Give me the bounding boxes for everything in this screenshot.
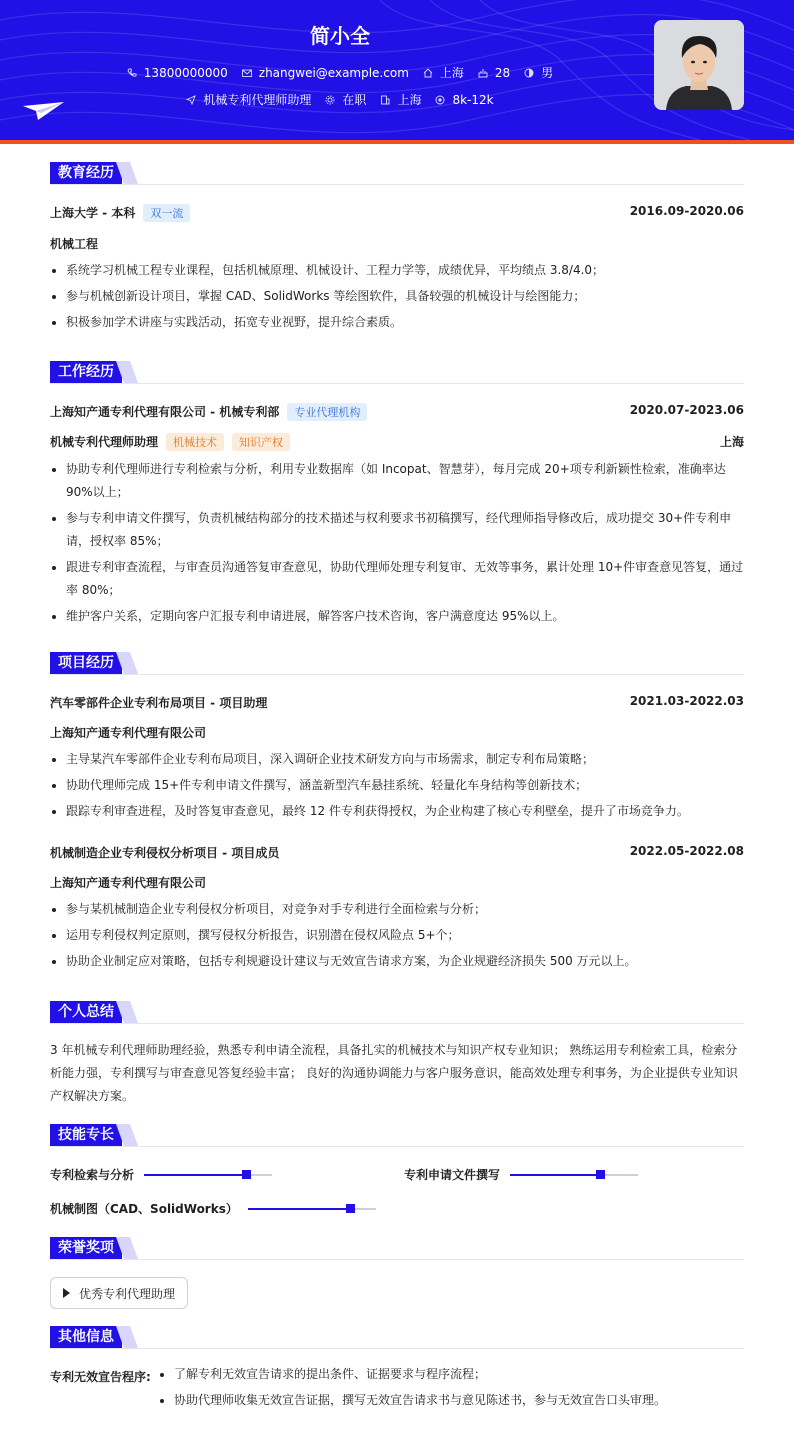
project-org: 上海知产通专利代理有限公司 [50, 876, 207, 890]
paper-plane-icon [22, 98, 66, 122]
candidate-name: 简小全 [310, 24, 370, 48]
work-city-info [380, 91, 421, 108]
work-location: 上海 [719, 435, 744, 449]
list-item: 运用专利侵权判定原则，撰写侵权分析报告，识别潜在侵权风险点 5+个； [50, 924, 744, 947]
skill-name: 专利申请文件撰写 [404, 1168, 501, 1182]
list-item: 协助企业制定应对策略，包括专利规避设计建议与无效宣告请求方案，为企业规避经济损失 500 万元以上。 [50, 950, 744, 973]
job-target-info [186, 91, 311, 108]
section-header [50, 162, 744, 185]
project-bullets [50, 898, 744, 976]
project-title: 机械制造企业专利侵权分析项目 - 项目成员 [50, 846, 280, 860]
summary-text: 3 年机械专利代理师助理经验，熟悉专利申请全流程，具备扎实的机械技术与知识产权专业知识； 熟练运用专利检索工具，检索分析能力强，专利撰写与审查意见答复经验丰富； 良好的沟通协调能力与客户服务意识，能高效处理专利事务，为企业提供专业知识产权解决方案。 [50, 1043, 738, 1103]
salary-info [435, 93, 493, 107]
phone-number: 13800000000 [143, 65, 228, 80]
project-org: 上海知产通专利代理有限公司 [50, 726, 207, 740]
skill-item [404, 1166, 638, 1183]
list-item: 参与某机械制造企业专利侵权分析项目，对竞争对手专利进行全面检索与分析； [50, 898, 744, 921]
work-bullets [50, 458, 744, 631]
skill-item [50, 1200, 376, 1217]
phone-info [127, 66, 228, 80]
job-target-text: 机械专利代理师助理 [203, 93, 312, 107]
job-intent-row [0, 91, 680, 108]
skill-level-fill [144, 1174, 246, 1176]
avatar [654, 20, 744, 110]
age-text: 28 [494, 65, 511, 80]
gear-icon [325, 95, 335, 105]
education-section [50, 162, 744, 329]
skill-item [50, 1166, 272, 1183]
skill-level-knob [346, 1204, 355, 1213]
school-badge: 双一流 [143, 204, 190, 222]
section-header [50, 652, 744, 675]
work-city-text: 上海 [397, 93, 422, 107]
other-section [50, 1326, 744, 1407]
company-name: 上海知产通专利代理有限公司 - 机械专利部 [50, 405, 280, 419]
section-title: 个人总结 [50, 1001, 122, 1023]
header-bottom-stripe [0, 140, 794, 144]
section-header [50, 1124, 744, 1147]
list-item: 维护客户关系，定期向客户汇报专利申请进展，解答客户技术咨询，客户满意度达 95%以上。 [50, 605, 744, 628]
list-item: 参与专利申请文件撰写，负责机械结构部分的技术描述与权利要求书初稿撰写，经代理师指导修改后，成功提交 30+件专利申请，授权率 85%； [50, 507, 744, 553]
section-header [50, 361, 744, 384]
status-text: 在职 [342, 93, 367, 107]
project-title-row [50, 844, 744, 861]
email-address: zhangwei@example.com [258, 65, 409, 80]
list-item: 了解专利无效宣告请求的提出条件、证据要求与程序流程； [158, 1363, 744, 1386]
project-bullets [50, 748, 744, 826]
award-item [50, 1277, 188, 1309]
major: 机械工程 [50, 237, 99, 251]
skill-level-bar [248, 1208, 376, 1210]
home-icon [423, 68, 433, 78]
skill-level-knob [596, 1170, 605, 1179]
section-title: 其他信息 [50, 1326, 122, 1348]
city-info [423, 64, 464, 81]
projects-section [50, 652, 744, 968]
age-info [478, 66, 510, 80]
school-name: 上海大学 - 本科 [50, 206, 136, 220]
award-name: 优秀专利代理助理 [79, 1286, 176, 1301]
education-school-row [50, 204, 744, 222]
project-title-row [50, 694, 744, 711]
contact-row [0, 64, 680, 81]
section-title: 项目经历 [50, 652, 122, 674]
company-badge: 专业代理机构 [287, 403, 367, 421]
list-item: 协助代理师完成 15+件专利申请文件撰写，涵盖新型汽车悬挂系统、轻量化车身结构等创新技术； [50, 774, 744, 797]
list-item: 主导某汽车零部件企业专利布局项目，深入调研企业技术研发方向与市场需求，制定专利布局策略； [50, 748, 744, 771]
list-item: 跟进专利审查流程，与审查员沟通答复审查意见，协助代理师处理专利复审、无效等事务，累计处理 10+件审查意见答复，通过率 80%； [50, 556, 744, 602]
coin-icon [435, 95, 445, 105]
education-bullets [50, 259, 744, 337]
email-info [242, 66, 409, 80]
skill-name: 机械制图（CAD、SolidWorks） [50, 1202, 238, 1216]
section-title: 荣誉奖项 [50, 1237, 122, 1259]
skills-section [50, 1124, 744, 1216]
work-tag: 机械技术 [166, 433, 224, 451]
section-title: 工作经历 [50, 361, 122, 383]
building-icon [380, 95, 390, 105]
skill-name: 专利检索与分析 [50, 1168, 135, 1182]
list-item: 参与机械创新设计项目，掌握 CAD、SolidWorks 等绘图软件，具备较强的机械设计与绘图能力； [50, 285, 744, 308]
work-date: 2020.07-2023.06 [629, 403, 744, 417]
other-label: 专利无效宣告程序: [50, 1370, 151, 1384]
city-text: 上海 [439, 66, 464, 80]
gender-icon [524, 68, 534, 78]
project-date: 2021.03-2022.03 [629, 694, 744, 708]
list-item: 系统学习机械工程专业课程，包括机械原理、机械设计、工程力学等，成绩优异，平均绩点 3.8/4.0； [50, 259, 744, 282]
summary-section [50, 1001, 744, 1103]
work-company-row [50, 403, 744, 421]
avatar-portrait [654, 20, 744, 110]
honors-section [50, 1237, 744, 1301]
send-icon [186, 95, 196, 105]
work-section [50, 361, 744, 623]
list-item: 跟踪专利审查进程，及时答复审查意见，最终 12 件专利获得授权，为企业构建了核心专利壁垒，提升了市场竞争力。 [50, 800, 744, 823]
skill-level-bar [510, 1174, 638, 1176]
section-header [50, 1001, 744, 1024]
project-title: 汽车零部件企业专利布局项目 - 项目助理 [50, 696, 268, 710]
skill-level-bar [144, 1174, 272, 1176]
section-header [50, 1326, 744, 1349]
education-date: 2016.09-2020.06 [629, 204, 744, 218]
work-title-row [50, 433, 744, 451]
other-bullets [158, 1363, 744, 1415]
cake-icon [478, 68, 488, 78]
work-tag: 知识产权 [232, 433, 290, 451]
mail-icon [242, 68, 252, 78]
status-info [325, 91, 366, 108]
section-header [50, 1237, 744, 1260]
skill-level-knob [242, 1170, 251, 1179]
skill-level-fill [248, 1208, 350, 1210]
play-triangle-icon [63, 1288, 70, 1298]
gender-text: 男 [541, 66, 554, 80]
gender-info [524, 64, 553, 81]
list-item: 协助代理师收集无效宣告证据，撰写无效宣告请求书与意见陈述书，参与无效宣告口头审理。 [158, 1389, 744, 1412]
section-title: 技能专长 [50, 1124, 122, 1146]
job-title: 机械专利代理师助理 [50, 435, 159, 449]
phone-icon [127, 68, 137, 78]
skill-level-fill [510, 1174, 600, 1176]
list-item: 协助专利代理师进行专利检索与分析，利用专业数据库（如 Incopat、智慧芽），每月完成 20+项专利新颖性检索，准确率达 90%以上； [50, 458, 744, 504]
list-item: 积极参加学术讲座与实践活动，拓宽专业视野，提升综合素质。 [50, 311, 744, 334]
project-date: 2022.05-2022.08 [629, 844, 744, 858]
section-title: 教育经历 [50, 162, 122, 184]
salary-text: 8k-12k [452, 92, 494, 107]
